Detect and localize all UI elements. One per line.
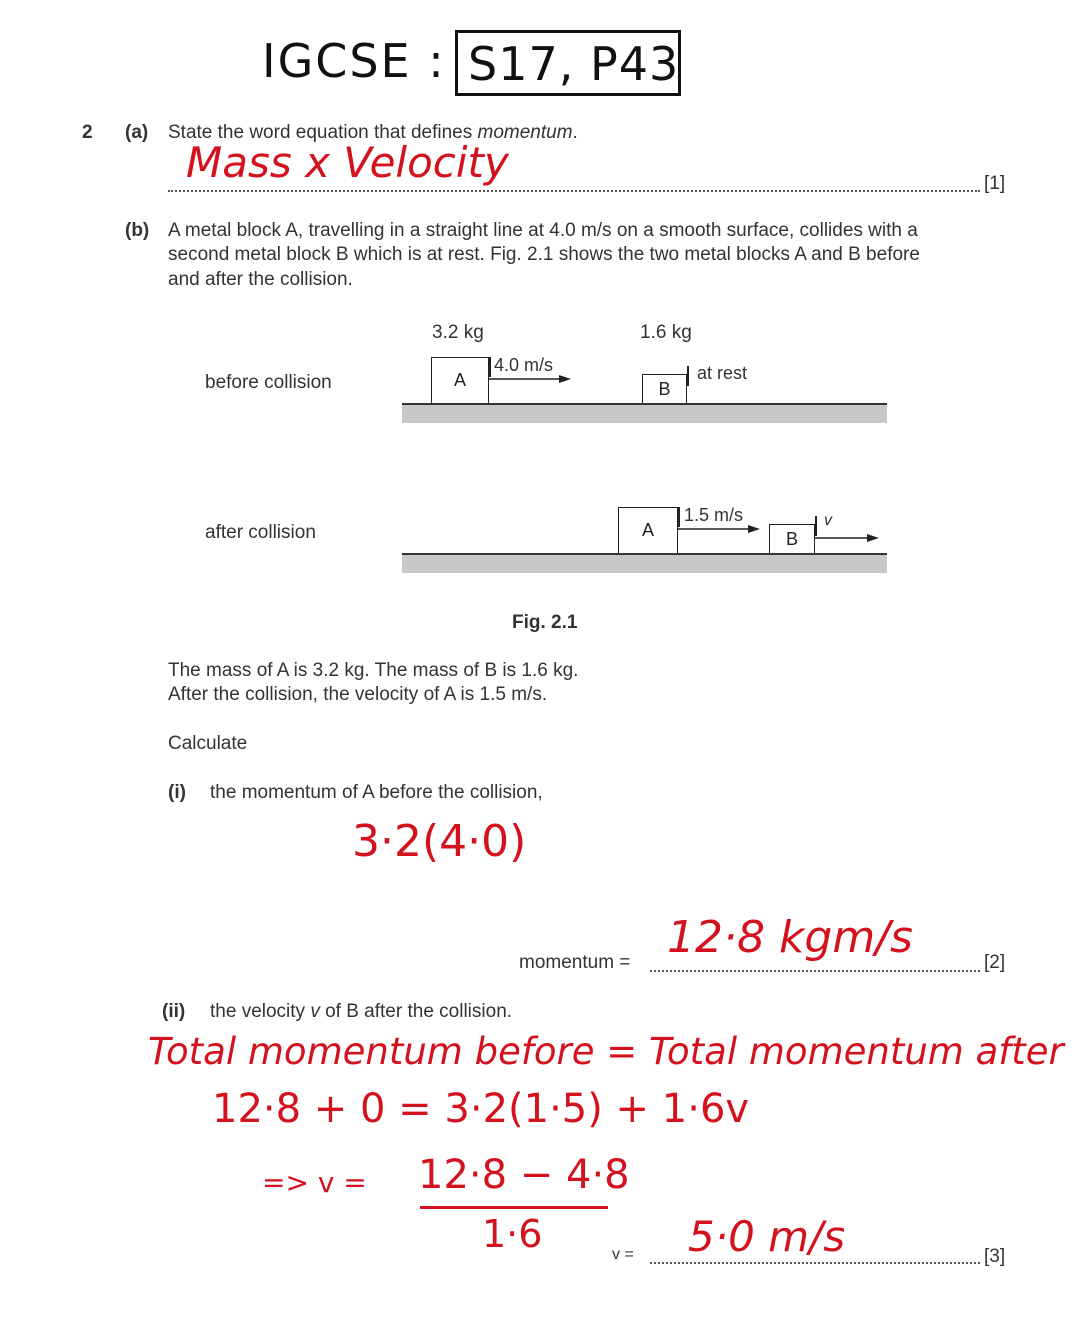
part-a-answer-line (168, 190, 980, 192)
part-i-label: (i) (168, 782, 186, 803)
part-b-line-3: and after the collision. (168, 269, 353, 290)
paper-ref: S17, P43 (468, 37, 680, 91)
part-a-label: (a) (125, 122, 149, 143)
part-i-marks: [2] (984, 952, 1006, 973)
part-i-answer: 12·8 kgm/s (667, 912, 913, 963)
part-a-answer: Mass x Velocity (186, 138, 509, 187)
part-i-working: 3·2(4·0) (352, 816, 527, 867)
calculate-label: Calculate (168, 733, 248, 754)
part-i-answer-line (650, 970, 980, 972)
part-i-answer-label: momentum = (519, 952, 631, 973)
part-ii-working-line-2: 12·8 + 0 = 3·2(1·5) + 1·6v (212, 1086, 750, 1132)
block-a-before: A (431, 357, 489, 404)
mass-b-label: 1.6 kg (640, 322, 692, 343)
before-collision-label: before collision (205, 372, 332, 393)
exam-code: IGCSE : (262, 34, 446, 88)
arrow-a-after (678, 522, 762, 536)
part-ii-working-numerator: 12·8 − 4·8 (418, 1152, 630, 1198)
mass-a-label: 3.2 kg (432, 322, 484, 343)
block-b-before: B (642, 374, 687, 404)
part-ii-answer-label: v = (612, 1246, 634, 1263)
part-ii-label: (ii) (162, 1001, 186, 1022)
part-a-marks: [1] (984, 173, 1006, 194)
block-b-after: B (769, 524, 815, 554)
b-rest-tick (687, 366, 689, 386)
part-ii-prompt-suffix: of B after the collision. (319, 1001, 513, 1022)
figure-caption: Fig. 2.1 (512, 612, 578, 633)
given-line-2: After the collision, the velocity of A is 1.5 m/s. (168, 684, 548, 705)
part-ii-prompt-var: v (310, 1001, 320, 1022)
part-ii-answer: 5·0 m/s (688, 1212, 846, 1261)
velocity-a-after-label: 1.5 m/s (684, 505, 744, 525)
fraction-bar (420, 1206, 608, 1209)
velocity-b-after-label: v (824, 512, 832, 529)
arrow-b-after (815, 531, 881, 545)
floor-after (402, 555, 887, 573)
part-a-prompt-emphasis: momentum (477, 122, 573, 143)
paper-ref-box (455, 30, 681, 96)
arrow-a-before (489, 372, 573, 386)
b-state-before-label: at rest (697, 363, 748, 383)
part-ii-working-line-3-prefix: => v = (262, 1166, 367, 1199)
part-ii-working-denominator: 1·6 (482, 1212, 543, 1256)
part-ii-working-line-1: Total momentum before = Total momentum after (148, 1030, 1064, 1073)
part-ii-prompt (210, 1001, 512, 1023)
given-line-1: The mass of A is 3.2 kg. The mass of B is 1.6 kg. (168, 660, 579, 681)
part-a-prompt-suffix: . (572, 122, 578, 143)
block-a-after: A (618, 507, 678, 554)
part-b-label: (b) (125, 220, 150, 241)
part-b-line-2: second metal block B which is at rest. Fig. 2.1 shows the two metal blocks A and B before (168, 244, 920, 265)
velocity-a-before-label: 4.0 m/s (494, 355, 554, 375)
part-ii-prompt-prefix: the velocity (210, 1001, 311, 1022)
part-ii-answer-line (650, 1262, 980, 1264)
question-number: 2 (82, 122, 93, 143)
part-i-prompt: the momentum of A before the collision, (210, 782, 543, 803)
after-collision-label: after collision (205, 522, 316, 543)
floor-before (402, 405, 887, 423)
part-ii-marks: [3] (984, 1246, 1006, 1267)
part-b-line-1: A metal block A, travelling in a straight line at 4.0 m/s on a smooth surface, collides with a (168, 220, 918, 241)
part-a-prompt-prefix: State the word equation that defines (168, 122, 478, 143)
